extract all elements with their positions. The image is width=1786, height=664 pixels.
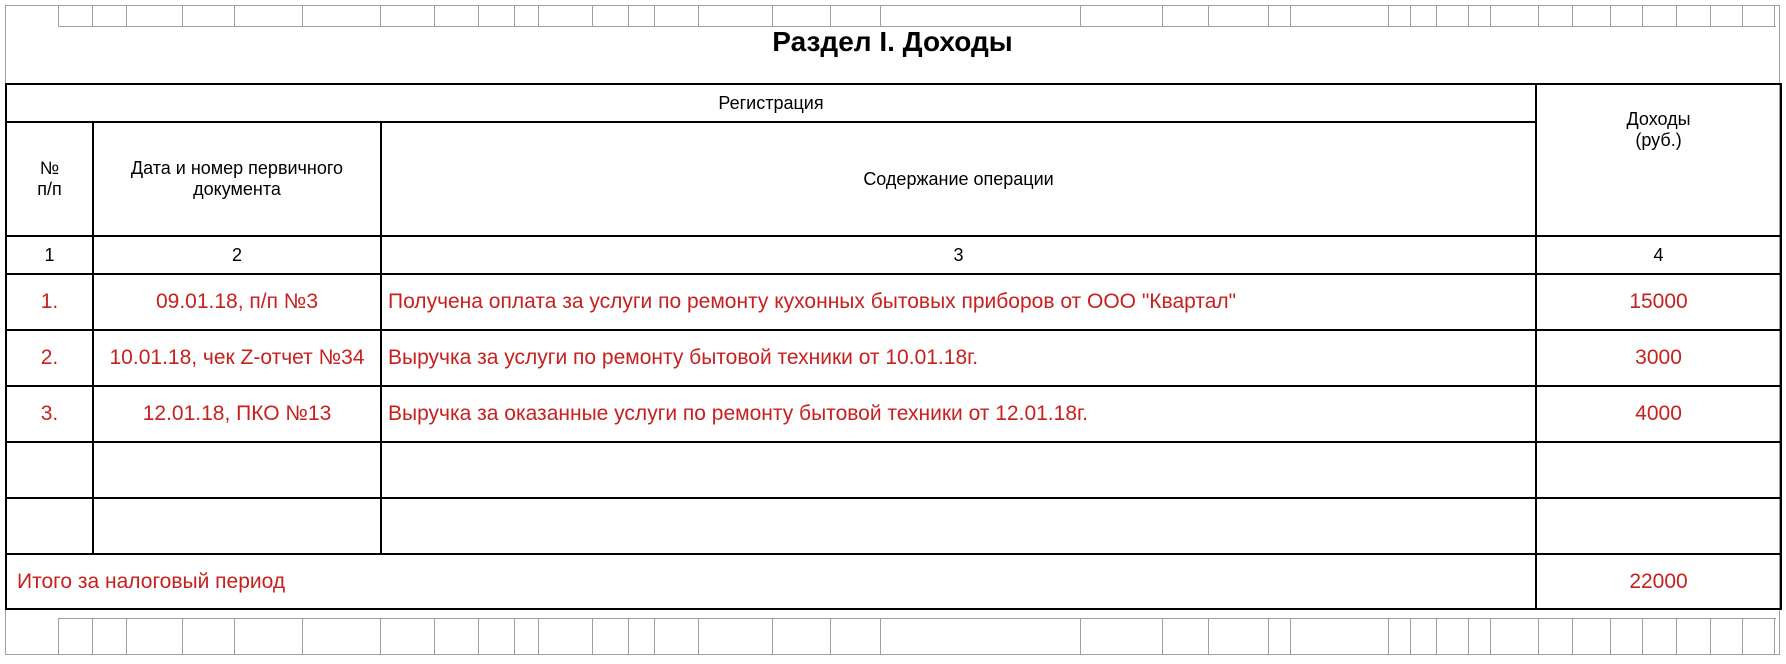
row-operation: Выручка за услуги по ремонту бытовой техники от 10.01.18г. xyxy=(381,330,1536,386)
row-document: 09.01.18, п/п №3 xyxy=(93,274,381,330)
row-income: 3000 xyxy=(1536,330,1781,386)
row-operation xyxy=(381,442,1536,498)
row-operation: Получена оплата за услуги по ремонту кухонных бытовых приборов от ООО "Квартал" xyxy=(381,274,1536,330)
top-cell-stubs xyxy=(58,6,1776,27)
row-number: 3. xyxy=(6,386,93,442)
bottom-cell-stubs xyxy=(58,618,1776,655)
table-row xyxy=(6,274,1781,330)
column-number: 4 xyxy=(1536,236,1781,274)
row-document xyxy=(93,498,381,554)
num-header: № п/п xyxy=(6,122,93,236)
table-row-empty xyxy=(6,442,1781,498)
row-income xyxy=(1536,442,1781,498)
operation-header: Содержание операции xyxy=(381,122,1536,236)
row-income: 4000 xyxy=(1536,386,1781,442)
income-table xyxy=(5,83,1782,610)
row-number: 1. xyxy=(6,274,93,330)
row-number xyxy=(6,498,93,554)
row-document: 10.01.18, чек Z-отчет №34 xyxy=(93,330,381,386)
column-number: 2 xyxy=(93,236,381,274)
income-header: Доходы (руб.) xyxy=(1536,84,1781,236)
row-number: 2. xyxy=(6,330,93,386)
document-header: Дата и номер первичного документа xyxy=(93,122,381,236)
header-row-registration xyxy=(6,84,1781,122)
row-document xyxy=(93,442,381,498)
total-label: Итого за налоговый период xyxy=(6,554,1536,609)
column-number: 1 xyxy=(6,236,93,274)
section-title: Раздел I. Доходы xyxy=(772,26,1013,57)
table-row xyxy=(6,330,1781,386)
row-income: 15000 xyxy=(1536,274,1781,330)
row-income xyxy=(1536,498,1781,554)
row-document: 12.01.18, ПКО №13 xyxy=(93,386,381,442)
row-operation: Выручка за оказанные услуги по ремонту бытовой техники от 12.01.18г. xyxy=(381,386,1536,442)
column-number-row xyxy=(6,236,1781,274)
total-row xyxy=(6,554,1781,609)
total-value: 22000 xyxy=(1536,554,1781,609)
row-operation xyxy=(381,498,1536,554)
table-row-empty xyxy=(6,498,1781,554)
header-row-columns xyxy=(6,122,1781,236)
column-number: 3 xyxy=(381,236,1536,274)
row-number xyxy=(6,442,93,498)
table-row xyxy=(6,386,1781,442)
registration-header: Регистрация xyxy=(6,84,1536,122)
